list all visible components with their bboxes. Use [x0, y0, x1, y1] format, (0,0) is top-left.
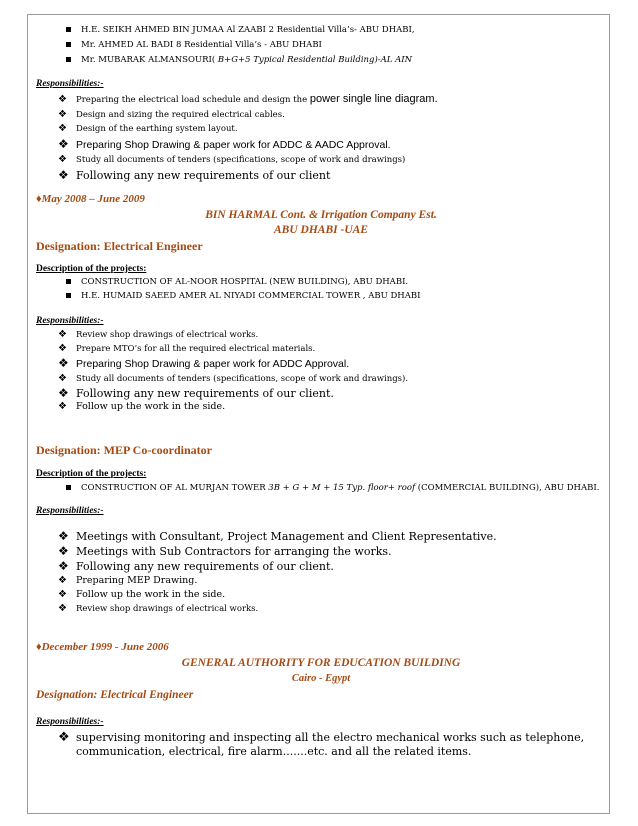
list-item: ❖ Meetings with Consultant, Project Management and Client Representative.: [58, 529, 497, 543]
responsibilities-label: Responsibilities:-: [36, 717, 104, 727]
diamond-bullet-icon: ❖: [58, 544, 69, 558]
company-name: GENERAL AUTHORITY FOR EDUCATION BUILDING: [181, 657, 461, 669]
diamond-bullet-icon: ❖: [58, 356, 69, 370]
list-item: ❖ Prepare MTO’s for all the required electrical materials.: [58, 343, 316, 354]
list-item: ❖ Design and sizing the required electrical cables.: [58, 109, 285, 120]
list-item: Mr. MUBARAK ALMANSOURI( B+G+5 Typical Residential Building)-AL AIN: [66, 55, 412, 65]
diamond-bullet-icon: ❖: [58, 575, 67, 586]
list-item: H.E. SEIKH AHMED BIN JUMAA Al ZAABI 2 Residential Villa’s- ABU DHABI,: [66, 25, 415, 35]
designation-title: Designation: MEP Co-coordinator: [36, 443, 212, 457]
diamond-bullet-icon: ❖: [58, 109, 67, 120]
designation-title: Designation: Electrical Engineer: [36, 689, 194, 701]
diamond-bullet-icon: ❖: [58, 137, 69, 151]
list-item: ❖ Design of the earthing system layout.: [58, 123, 238, 134]
list-item: ❖ Follow up the work in the side.: [58, 401, 226, 412]
list-item: ❖ Meetings with Sub Contractors for arranging the works.: [58, 544, 392, 558]
list-item: CONSTRUCTION OF AL-NOOR HOSPITAL (NEW BUILDING), ABU DHABI.: [66, 277, 408, 287]
company-name: BIN HARMAL Cont. & Irrigation Company Est.: [205, 209, 437, 221]
list-item: ❖ Preparing Shop Drawing & paper work for ADDC Approval.: [58, 356, 350, 370]
company-location: Cairo - Egypt: [291, 673, 351, 684]
list-item: ❖ Preparing the electrical load schedule and design the power single line diagram.: [58, 93, 438, 105]
diamond-bullet-icon: ❖: [58, 401, 67, 412]
list-item: Mr. AHMED AL BADI 8 Residential Villa’s - ABU DHABI: [66, 40, 322, 50]
diamond-bullet-icon: ❖: [58, 94, 67, 105]
diamond-bullet-icon: ❖: [58, 329, 67, 340]
responsibilities-label: Responsibilities:-: [36, 506, 104, 516]
diamond-bullet-icon: ❖: [58, 373, 67, 384]
diamond-bullet-icon: ❖: [58, 343, 67, 354]
list-item: ❖ Following any new requirements of our client: [58, 168, 331, 182]
list-item: H.E. HUMAID SAEED AMER AL NIYADI COMMERCIAL TOWER , ABU DHABI: [66, 291, 420, 301]
responsibilities-label: Responsibilities:-: [36, 79, 104, 89]
responsibilities-label: Responsibilities:-: [36, 316, 104, 326]
square-bullet-icon: [66, 42, 71, 47]
diamond-bullet-icon: ❖: [58, 589, 67, 600]
list-item: ❖ Study all documents of tenders (specifications, scope of work and drawings): [58, 154, 406, 165]
list-item: ❖ Following any new requirements of our client.: [58, 386, 334, 400]
list-item: CONSTRUCTION OF AL MURJAN TOWER 3B + G + M + 15 Typ. floor+ roof (COMMERCIAL BUILDING), ABU DHABI.: [66, 483, 599, 493]
list-item: ❖ Follow up the work in the side.: [58, 589, 226, 600]
list-item: ❖ Following any new requirements of our client.: [58, 559, 334, 573]
list-item: ❖ supervising monitoring and inspecting all the electro mechanical works such as telephone,: [58, 730, 585, 745]
projects-label: Description of the projects:: [36, 469, 147, 479]
diamond-bullet-icon: ❖: [58, 168, 69, 182]
employment-date: ♦May 2008 – June 2009: [36, 193, 145, 205]
company-location: ABU DHABI -UAE: [274, 224, 368, 236]
employment-date: ♦December 1999 - June 2006: [36, 641, 169, 653]
square-bullet-icon: [66, 57, 71, 62]
square-bullet-icon: [66, 485, 71, 490]
diamond-bullet-icon: ❖: [58, 529, 69, 543]
projects-label: Description of the projects:: [36, 264, 147, 274]
diamond-bullet-icon: ❖: [58, 123, 67, 134]
diamond-bullet-icon: ❖: [58, 154, 67, 165]
square-bullet-icon: [66, 279, 71, 284]
list-item: ❖ Review shop drawings of electrical works.: [58, 329, 259, 340]
list-item: ❖ Review shop drawings of electrical works.: [58, 603, 259, 614]
list-item-continuation: communication, electrical, fire alarm.......etc. and all the related items.: [76, 745, 472, 758]
square-bullet-icon: [66, 27, 71, 32]
list-item: ❖ Preparing MEP Drawing.: [58, 575, 198, 586]
designation-title: Designation: Electrical Engineer: [36, 239, 203, 253]
list-item: ❖ Preparing Shop Drawing & paper work for ADDC & AADC Approval.: [58, 137, 391, 151]
diamond-bullet-icon: ❖: [58, 559, 69, 573]
diamond-bullet-icon: ❖: [58, 386, 69, 400]
diamond-bullet-icon: ❖: [58, 730, 70, 745]
diamond-bullet-icon: ❖: [58, 603, 67, 614]
document-page: [27, 14, 610, 814]
square-bullet-icon: [66, 293, 71, 298]
list-item: ❖ Study all documents of tenders (specifications, scope of work and drawings).: [58, 373, 409, 384]
